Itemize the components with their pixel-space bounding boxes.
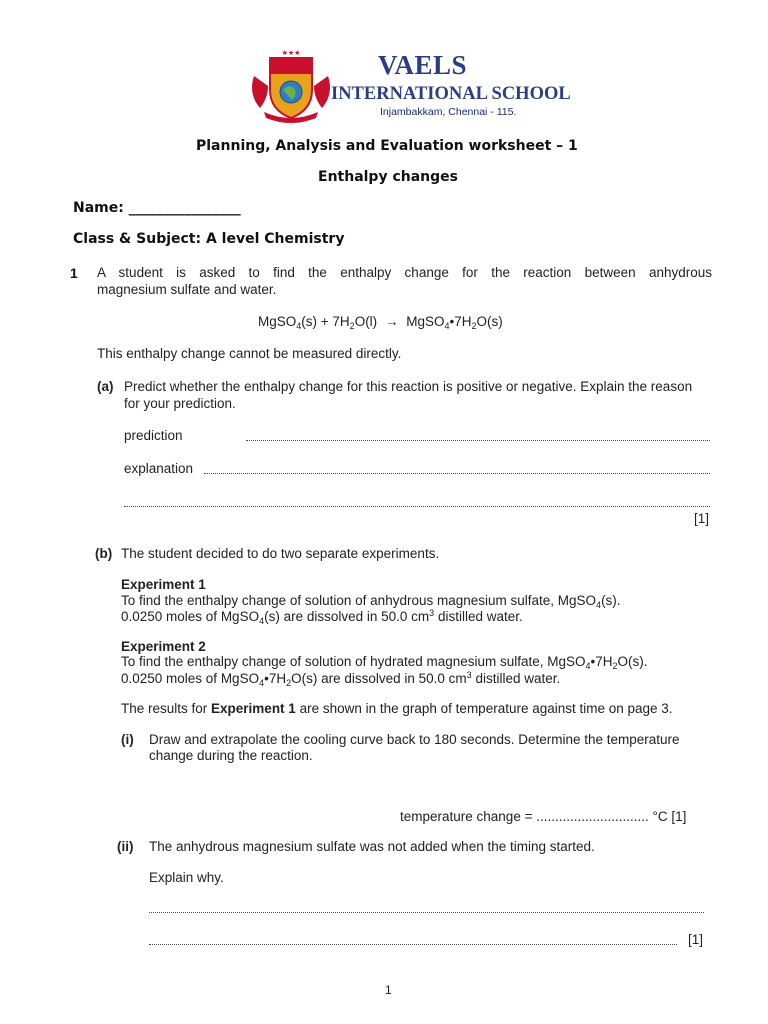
temperature-change-answer[interactable]: temperature change = .............................. °C [1] — [400, 809, 687, 824]
experiment-1-title: Experiment 1 — [121, 577, 206, 592]
svg-text:★★★: ★★★ — [281, 49, 301, 57]
explanation-label: explanation — [124, 461, 194, 476]
page-number: 1 — [385, 983, 392, 997]
part-ii-answer-line-2[interactable] — [149, 944, 677, 945]
explanation-answer-line-2[interactable] — [124, 506, 710, 507]
worksheet-title: Planning, Analysis and Evaluation worksheet – 1 — [196, 138, 578, 154]
explanation-answer-line[interactable] — [204, 473, 710, 474]
experiment-1-line2: 0.0250 moles of MgSO$_4$(s) are dissolved in 50.0 $cm^3$ distilled water. — [121, 608, 523, 626]
worksheet-subtitle: Enthalpy changes — [318, 169, 458, 185]
part-ii-line1: The anhydrous magnesium sulfate was not added when the timing started. — [149, 839, 595, 854]
part-a-line1: Predict whether the enthalpy change for this reaction is positive or negative. Explain the reason — [124, 379, 693, 394]
school-name-line1: VAELS — [378, 50, 468, 80]
class-subject: Class & Subject: A level Chemistry — [73, 231, 345, 247]
experiment-2-title: Experiment 2 — [121, 639, 206, 654]
part-b-label: (b) — [95, 546, 113, 561]
experiment-2-line2: 0.0250 moles of $MgSO_4•7H_2O(s)$ are dissolved in 50.0 $cm^3$ distilled water. — [121, 670, 561, 688]
part-ii-label: (ii) — [117, 839, 134, 854]
arrow-icon: → — [384, 314, 399, 329]
question-intro-line1: A student is asked to find the enthalpy change for the reaction between anhydrous — [97, 265, 712, 280]
question-intro-line2: magnesium sulfate and water. — [97, 282, 277, 297]
question-number: 1 — [70, 265, 78, 281]
school-address: Injambakkam, Chennai - 115. — [380, 106, 517, 118]
name-field: Name: ________________ — [73, 200, 241, 216]
part-ii-marks: [1] — [688, 932, 704, 947]
part-i-label: (i) — [121, 732, 134, 747]
part-a-marks: [1] — [694, 511, 710, 526]
experiment-1-line1: To find the enthalpy change of solution of anhydrous magnesium sulfate, MgSO$_4$(s). — [121, 593, 621, 610]
part-a-label: (a) — [97, 379, 114, 394]
school-name-line2: INTERNATIONAL SCHOOL — [331, 84, 571, 104]
part-i-line1: Draw and extrapolate the cooling curve back to 180 seconds. Determine the temperature — [149, 732, 680, 747]
prediction-label: prediction — [124, 428, 183, 443]
prediction-answer-line[interactable] — [246, 440, 710, 441]
part-i-line2: change during the reaction. — [149, 748, 313, 763]
reaction-equation: MgSO$_4$(s) + $7H_2O(l)$ → $MgSO_4•7H_2O(s)$ — [258, 314, 503, 331]
experiment-2-line1: To find the enthalpy change of solution of hydrated magnesium sulfate, $MgSO_4•7H_2O(s)$. — [121, 654, 648, 671]
part-ii-answer-line-1[interactable] — [149, 912, 704, 913]
results-text: The results for Experiment 1 are shown in the graph of temperature against time on page 3. — [121, 701, 673, 716]
school-crest-icon — [246, 46, 336, 126]
part-a-line2: for your prediction. — [124, 396, 236, 411]
part-ii-line2: Explain why. — [149, 870, 224, 885]
cannot-measure-text: This enthalpy change cannot be measured directly. — [97, 346, 402, 361]
part-b-intro: The student decided to do two separate experiments. — [121, 546, 440, 561]
